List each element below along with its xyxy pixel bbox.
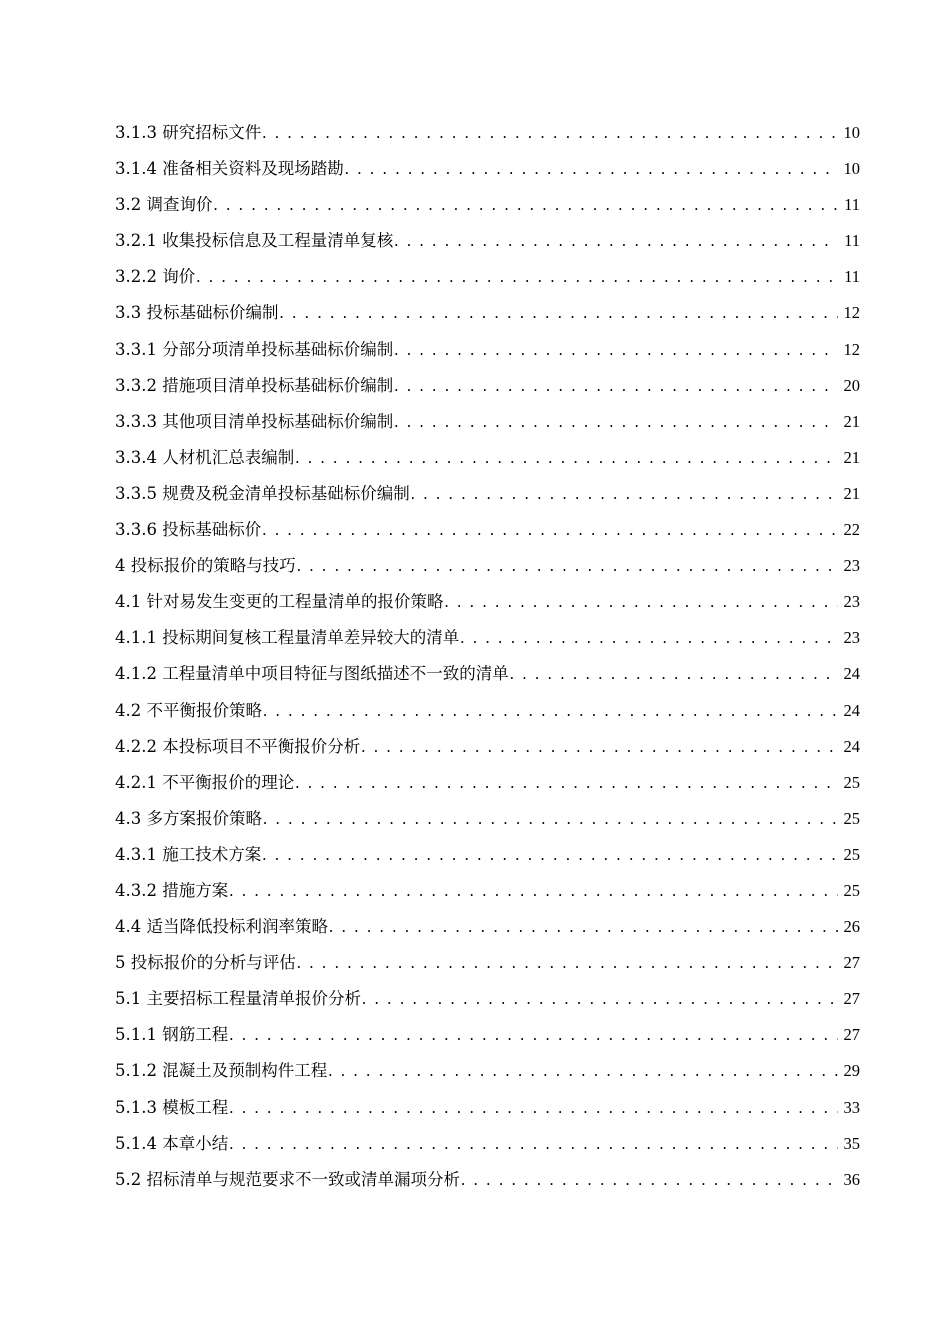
toc-leader-dots — [262, 115, 838, 151]
toc-entry-page: 24 — [843, 664, 860, 684]
toc-entry-title: 5 投标报价的分析与评估 — [115, 953, 296, 973]
toc-entry-page: 24 — [843, 700, 860, 720]
toc-entry-title: 4 投标报价的策略与技巧 — [115, 556, 296, 576]
toc-entry-page: 26 — [843, 917, 860, 937]
toc-entry[interactable] — [115, 548, 860, 584]
toc-leader-dots — [460, 620, 838, 656]
toc-entry-title: 5.1.4 本章小结 — [115, 1133, 229, 1153]
table-of-contents — [115, 115, 860, 1198]
toc-entry[interactable] — [115, 259, 860, 295]
toc-entry[interactable] — [115, 404, 860, 440]
toc-entry-page: 21 — [843, 447, 860, 467]
toc-entry-page: 20 — [843, 375, 860, 395]
toc-leader-dots — [229, 1126, 838, 1162]
toc-entry-title: 5.1.2 混凝土及预制构件工程 — [115, 1061, 328, 1081]
toc-entry-page: 11 — [844, 267, 860, 287]
toc-entry-page: 25 — [843, 844, 860, 864]
toc-entry-title: 4.2 不平衡报价策略 — [115, 700, 262, 720]
toc-entry[interactable] — [115, 729, 860, 765]
toc-entry-page: 23 — [843, 628, 860, 648]
toc-entry-title: 3.2.1 收集投标信息及工程量清单复核 — [115, 231, 394, 251]
toc-entry-page: 27 — [843, 989, 860, 1009]
toc-entry-title: 4.2.2 本投标项目不平衡报价分析 — [115, 736, 361, 756]
toc-entry-page: 12 — [843, 339, 860, 359]
toc-entry[interactable] — [115, 115, 860, 151]
toc-entry-title: 4.3.2 措施方案 — [115, 880, 229, 900]
toc-entry-page: 23 — [843, 592, 860, 612]
toc-entry-page: 23 — [843, 556, 860, 576]
toc-entry-page: 10 — [843, 123, 860, 142]
toc-entry[interactable] — [115, 332, 860, 368]
toc-entry[interactable] — [115, 620, 860, 656]
toc-leader-dots — [297, 945, 838, 981]
toc-entry[interactable] — [115, 656, 860, 692]
toc-entry-title: 5.1.3 模板工程 — [115, 1097, 229, 1117]
toc-leader-dots — [295, 765, 838, 801]
toc-entry-title: 3.2.2 询价 — [115, 267, 196, 287]
toc-leader-dots — [280, 295, 839, 331]
toc-leader-dots — [461, 1162, 838, 1198]
toc-leader-dots — [394, 404, 838, 440]
toc-leader-dots — [262, 837, 838, 873]
toc-entry-title: 4.3 多方案报价策略 — [115, 808, 262, 828]
toc-entry-page: 10 — [843, 159, 860, 179]
toc-entry-page: 22 — [843, 520, 860, 540]
toc-leader-dots — [328, 1053, 838, 1089]
toc-entry-page: 25 — [843, 808, 860, 828]
toc-entry[interactable] — [115, 187, 860, 223]
toc-leader-dots — [394, 368, 838, 404]
toc-leader-dots — [297, 548, 838, 584]
toc-leader-dots — [394, 223, 838, 259]
toc-entry[interactable] — [115, 1017, 860, 1053]
toc-entry[interactable] — [115, 765, 860, 801]
toc-entry-title: 3.3.5 规费及税金清单投标基础标价编制 — [115, 483, 410, 503]
toc-entry[interactable] — [115, 801, 860, 837]
toc-leader-dots — [229, 873, 838, 909]
toc-entry-page: 24 — [843, 736, 860, 756]
toc-entry-title: 4.1.2 工程量清单中项目特征与图纸描述不一致的清单 — [115, 664, 509, 684]
toc-entry-title: 3.3 投标基础标价编制 — [115, 303, 279, 323]
toc-entry[interactable] — [115, 909, 860, 945]
toc-entry[interactable] — [115, 945, 860, 981]
toc-entry-title: 3.3.2 措施项目清单投标基础标价编制 — [115, 375, 394, 395]
toc-entry[interactable] — [115, 295, 860, 331]
toc-entry-title: 5.1 主要招标工程量清单报价分析 — [115, 989, 361, 1009]
toc-entry-page: 21 — [843, 411, 860, 431]
toc-entry-page: 27 — [843, 1025, 860, 1045]
toc-entry-title: 3.3.1 分部分项清单投标基础标价编制 — [115, 339, 394, 359]
toc-entry[interactable] — [115, 476, 860, 512]
toc-entry[interactable] — [115, 512, 860, 548]
toc-entry[interactable] — [115, 873, 860, 909]
toc-entry[interactable] — [115, 151, 860, 187]
toc-entry[interactable] — [115, 1126, 860, 1162]
toc-entry-title: 5.1.1 钢筋工程 — [115, 1025, 229, 1045]
toc-entry-title: 4.1 针对易发生变更的工程量清单的报价策略 — [115, 592, 444, 612]
toc-leader-dots — [263, 693, 838, 729]
toc-entry[interactable] — [115, 981, 860, 1017]
toc-entry[interactable] — [115, 1053, 860, 1089]
toc-entry[interactable] — [115, 584, 860, 620]
toc-entry-title: 3.3.4 人材机汇总表编制 — [115, 447, 295, 467]
toc-entry-title: 3.2 调查询价 — [115, 195, 213, 215]
toc-entry-title: 3.1.3 研究招标文件 — [115, 123, 262, 142]
toc-entry[interactable] — [115, 440, 860, 476]
toc-entry-title: 4.3.1 施工技术方案 — [115, 844, 262, 864]
toc-leader-dots — [229, 1090, 838, 1126]
toc-leader-dots — [196, 259, 838, 295]
toc-entry[interactable] — [115, 223, 860, 259]
toc-leader-dots — [394, 332, 838, 368]
toc-leader-dots — [329, 909, 838, 945]
toc-entry-page: 36 — [843, 1169, 860, 1189]
toc-entry-page: 25 — [843, 880, 860, 900]
toc-leader-dots — [445, 584, 839, 620]
toc-entry-page: 11 — [844, 231, 860, 251]
toc-entry-page: 27 — [843, 953, 860, 973]
toc-leader-dots — [510, 656, 838, 692]
toc-leader-dots — [263, 801, 838, 837]
toc-entry[interactable] — [115, 693, 860, 729]
toc-leader-dots — [229, 1017, 838, 1053]
toc-leader-dots — [411, 476, 838, 512]
toc-entry[interactable] — [115, 1162, 860, 1198]
toc-entry-title: 5.2 招标清单与规范要求不一致或清单漏项分析 — [115, 1169, 460, 1189]
toc-leader-dots — [295, 440, 838, 476]
toc-leader-dots — [214, 187, 839, 223]
toc-entry[interactable] — [115, 368, 860, 404]
toc-leader-dots — [361, 729, 838, 765]
toc-entry[interactable] — [115, 1090, 860, 1126]
toc-entry-page: 33 — [843, 1097, 860, 1117]
toc-entry-page: 29 — [843, 1061, 860, 1081]
toc-entry[interactable] — [115, 837, 860, 873]
toc-entry-title: 3.1.4 准备相关资料及现场踏勘 — [115, 159, 344, 179]
toc-entry-title: 4.2.1 不平衡报价的理论 — [115, 772, 295, 792]
toc-leader-dots — [362, 981, 838, 1017]
toc-leader-dots — [345, 151, 838, 187]
toc-entry-title: 3.3.6 投标基础标价 — [115, 520, 262, 540]
toc-entry-title: 4.1.1 投标期间复核工程量清单差异较大的清单 — [115, 628, 460, 648]
toc-entry-page: 11 — [844, 195, 860, 215]
toc-leader-dots — [262, 512, 838, 548]
toc-entry-title: 3.3.3 其他项目清单投标基础标价编制 — [115, 411, 394, 431]
toc-entry-page: 35 — [843, 1133, 860, 1153]
toc-entry-title: 4.4 适当降低投标利润率策略 — [115, 917, 328, 937]
toc-entry-page: 12 — [843, 303, 860, 323]
toc-entry-page: 21 — [843, 483, 860, 503]
toc-entry-page: 25 — [843, 772, 860, 792]
